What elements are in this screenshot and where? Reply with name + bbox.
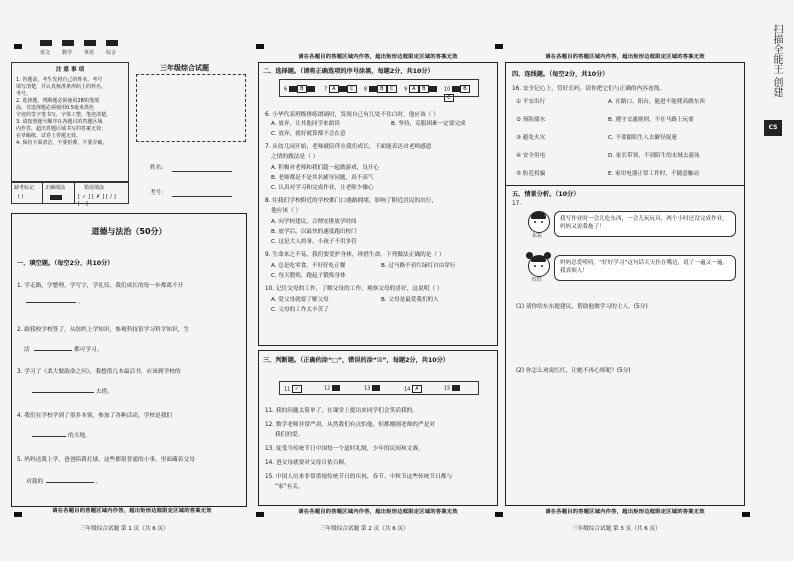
question-5: 5. 妈妈送我上学，爸爸陪我打球，这些都很普通的小事，里面藏着父母 (17, 457, 195, 463)
name-field[interactable] (172, 171, 232, 172)
answer-row-num: 8 (364, 86, 368, 93)
question-3: 3. 学习了《柔大做韵命之问》，我想借几本最活书，应该到学校的 (17, 369, 181, 375)
option-6c[interactable]: C. 放弃，就好就算都不会在意 (271, 131, 346, 137)
bottom-warning: 请在各题目的答题区域内作答，超出矩形边框限定区域的答案无效 (52, 508, 212, 514)
answer-row-num: 10 (444, 86, 451, 93)
left-item-5[interactable]: ⑤ 防范拐骗 (516, 171, 546, 177)
notice-line: 考号。 (16, 91, 32, 97)
answer-region-page3 (505, 62, 745, 506)
top-warning: 请在各题目的答题区域内作答，超出矩形边框限定区域的答案无效 (298, 54, 458, 60)
judge-row-num: 11 (284, 386, 291, 393)
part2-title: 二、选择题。（请将正确选项的序号涂黑，每题2分，共10分） (263, 68, 434, 75)
judge-row-num: 15 (444, 385, 451, 392)
subject-row (32, 40, 132, 60)
option-10b[interactable]: B. 父母是最爱我们的人 (381, 297, 439, 303)
choice-answer-row: 6 B 7 A C 8 B C 9 A B 10 BC (279, 79, 479, 97)
right-item-a[interactable]: A. 在路口、阳台，能进不能爬高做东西 (608, 99, 705, 105)
judge-row-num: 14 (404, 386, 411, 393)
question-7: 7. 从幼儿园开始，老师就陪伴在我们成长，下面能表达对老师感恩 (265, 144, 432, 150)
question-4-suffix: 的天地。 (68, 433, 91, 439)
left-item-3[interactable]: ③ 避免火灾 (516, 135, 546, 141)
option-10c[interactable]: C. 父母的工作太辛苦了 (271, 307, 329, 313)
notice-line: 1. 答题前，考生先将自己的姓名、考号 (16, 77, 103, 83)
part4-title: 四、连线题。（每空2分，共10分） (512, 71, 609, 78)
name-label: 姓名： (150, 165, 167, 171)
option-10a[interactable]: A. 爱父母就要了解父母 (271, 297, 329, 303)
boy-name: 东东 (532, 233, 543, 239)
option-6a[interactable]: A. 放弃，让其他同学来朗读 (271, 121, 340, 127)
judge-15-cont: “家”有关。 (275, 484, 304, 490)
notice-line: 在草稿纸、试卷上答题无效。 (16, 133, 82, 139)
question-2: 2. 跟我校学校签了，从组织上学知识，参观科技馆学习科学知识，生 (17, 327, 190, 333)
judge-region (258, 350, 498, 506)
registration-mark (14, 44, 22, 49)
question-5-prefix: 对我的 (26, 479, 44, 485)
subject-bubble (106, 40, 118, 46)
registration-mark (495, 44, 503, 49)
answer-row-num: 7 (324, 86, 328, 93)
girl-name: 红红 (532, 277, 543, 283)
judge-14: 14. 爸父母就要对父母百依百顺。 (265, 460, 350, 466)
question-2-suffix: 都可学习。 (74, 347, 103, 353)
notice-line: 4. 保持卡面清洁，不要折叠、不要弄破。 (16, 140, 108, 146)
speech-bubble-1: 我写作业时一会儿吃东西，一会儿玩玩具，两个小时还没完成作业，妈妈又说我拖了！ (554, 211, 736, 237)
notice-line: 涂，非选择题必须使用0.5毫米黑色 (16, 105, 94, 111)
exam-title: 三年级综合试题 (160, 64, 209, 72)
question-16: 16. 安全记心上，管好长吗，请你把它们与正确的内容连线。 (512, 86, 666, 92)
part1-title: 一、填空题。（每空2分，共10分） (17, 260, 114, 267)
absent-label: 缺考标记 (14, 185, 35, 191)
notice-line: 字迹的签字笔书写，字体工整，笔迹清楚。 (16, 112, 112, 118)
right-item-c[interactable]: C. 不要跟陌生人去僻径捉迷 (608, 135, 677, 141)
question-1: 1. 学走路，学整理，学写字，学礼仪，我们成长的每一步都离不开 (17, 283, 184, 289)
notice-line: 填写清楚，并认真核准条形码上的姓名、 (16, 84, 107, 90)
answer-blank-5[interactable] (46, 482, 94, 483)
page-footer: 三年级综合试题 第 1 页（共 6 页） (80, 526, 169, 532)
judge-answer-row: 11 ✓ 12 13 14 ✗ 15 (279, 381, 479, 395)
answer-space-2[interactable] (516, 377, 736, 497)
top-warning: 请在各题目的答题区域内作答，超出矩形边框限定区域的答案无效 (545, 54, 705, 60)
right-item-b[interactable]: B. 遵守交通规则，不在马路上玩耍 (608, 117, 694, 123)
sub-question-2: (2) 你怎么劝说红红，让她不再心烦呢？(5分) (516, 368, 631, 374)
option-8a[interactable]: A. 向学校建议，合理安排放学时间 (271, 219, 357, 225)
option-6b[interactable]: B. 坚持，克服困难一定要完成 (391, 121, 466, 127)
subject-label: 综合 (106, 50, 117, 56)
question-8: 8. 往我们学校附近的学校都门口遇路拥堵，影响了附近居民的出行， (265, 198, 438, 204)
part3-title: 三、判断题。（正确的涂“□”，错误的涂“☒”，每题2分，共10分） (263, 357, 449, 364)
question-6: 6. 小华代表班级排练朗诵时，发现自己有几处不住白时，他应该（ ） (265, 112, 439, 118)
answer-blank-1[interactable] (26, 302, 76, 303)
watermark-text: 扫描全能王 创建 (771, 24, 782, 98)
option-7c[interactable]: C. 认真对学习和完成作业，让老师少操心 (271, 185, 374, 191)
correct-fill-sample (50, 195, 62, 200)
subject-label: 语文 (40, 50, 51, 56)
answer-blank-4[interactable] (32, 436, 66, 437)
judge-12: 12. 数学老师非常严肃，从然我们有点怕他，但都刚刚老师的严是对 (265, 422, 436, 428)
left-item-2[interactable]: ② 预防溺水 (516, 117, 546, 123)
left-item-1[interactable]: ① 平安出行 (516, 99, 546, 105)
subject-bubble (62, 40, 74, 46)
fill-sample-box (11, 182, 129, 207)
question-7-cont: 之情的做法是（ ） (271, 154, 319, 160)
answer-region-page1 (11, 213, 247, 507)
judge-row-num: 12 (324, 385, 331, 392)
page-footer: 三年级综合试题 第 2 页（共 6 页） (320, 526, 409, 532)
question-9: 9. 生命来之不易，我们要爱护身体，珍惜生命。下列做法正确的是（ ） (265, 252, 445, 258)
judge-13: 13. 徒受当传统节日中国每一个道时礼级，少年的民间和文赛。 (265, 446, 424, 452)
subject-label: 英语 (84, 50, 95, 56)
speech-bubble-2: 妈妈总爱唠叨，“好好学习”这句话天天挂在嘴边，说了一遍又一遍，我真烦人！ (554, 255, 736, 281)
answer-space-1[interactable] (516, 313, 736, 363)
option-8c[interactable]: C. 这是大人的事，小孩子不用多管 (271, 239, 357, 245)
section-title: 道德与法治（50分） (91, 227, 167, 236)
correct-fill-label: 正确填涂 (45, 185, 66, 191)
part5-title: 五、情景分析。（10分） (512, 191, 580, 198)
barcode-area (136, 74, 246, 142)
question-2-prefix: 活 (24, 347, 30, 353)
option-7a[interactable]: A. 积极对老师和我们超一起做游戏，良开心 (271, 165, 379, 171)
option-8b[interactable]: B. 放学后，以最快的速度跑出校门 (271, 229, 357, 235)
right-item-d[interactable]: D. 家长带领，不到陌生的水域去游泳 (608, 153, 700, 159)
question-1-suffix: 。 (78, 299, 84, 305)
question-17: 17. (512, 201, 522, 207)
girl-avatar-icon (528, 255, 550, 277)
scanner-logo-icon: CS (764, 120, 782, 136)
choice-region (258, 62, 498, 346)
judge-row-num: 13 (364, 385, 371, 392)
wrong-fill-label: 错误填涂 (84, 185, 105, 191)
scanner-watermark (762, 24, 786, 164)
answer-row-num: 9 (404, 86, 408, 93)
subject-bubble (84, 40, 96, 46)
registration-mark (256, 44, 264, 49)
subject-bubble (40, 40, 52, 46)
judge-15: 15. 中国人历来非常重视传统节日的庆祝，春节、中秋节这些传统节日都与 (265, 474, 453, 480)
question-8-cont: 他应该（ ） (271, 208, 302, 214)
bottom-warning: 请在各题目的答题区域内作答，超出矩形边框限定区域的答案无效 (545, 509, 705, 515)
notice-title: 注 意 事 项 (55, 67, 85, 73)
question-10: 10. 记住父母的工作，了解父母的工作，观察父母的喜好，这说明（ ） (265, 286, 443, 292)
judge-12-cont: 我们的爱。 (275, 432, 304, 438)
notice-line: 内作答，超出答题区域书写的答案无效； (16, 126, 107, 132)
id-field[interactable] (172, 196, 232, 197)
right-item-e[interactable]: E. 家用电器正常工作时，不随意触动 (608, 171, 699, 177)
option-9b[interactable]: B. 过马路不看红绿灯自由穿行 (381, 263, 456, 269)
subject-label: 数学 (62, 50, 73, 56)
question-4: 4. 我们在学校学到了很多本领，参加了各种活动，学校是我们 (17, 413, 173, 419)
id-label: 考号： (150, 190, 167, 196)
answer-blank-2[interactable] (34, 350, 72, 351)
option-7b[interactable]: B. 老师都是不是其名辅导同题，真不高气 (271, 175, 374, 181)
question-5-suffix: 。 (96, 479, 102, 485)
sub-question-1: (1) 请你给东东提建议，帮助他做学习的主人。(5分) (516, 304, 648, 310)
boy-avatar-icon (528, 211, 550, 233)
answer-row-num: 6 (284, 86, 288, 93)
question-3-suffix: 去借。 (96, 389, 114, 395)
judge-11: 11. 我的问题太简单了，在课堂上提出来同学们会笑话我的。 (265, 408, 419, 414)
notice-box (11, 62, 129, 182)
absent-mark[interactable]: ( ) (18, 194, 24, 200)
page-footer: 三年级综合试题 第 3 页（共 6 页） (572, 526, 661, 532)
notice-line: 3. 请按照题号顺序在各题目的答题区域 (16, 119, 103, 125)
option-9a[interactable]: A. 总是吃零食，不好好吃正餐 (271, 263, 346, 269)
option-9c[interactable]: C. 每天锻炼，跑起子锻炼身体 (271, 273, 346, 279)
left-item-4[interactable]: ④ 安全用电 (516, 153, 546, 159)
notice-lines (16, 77, 126, 147)
bottom-warning: 请在各题目的答题区域内作答，超出矩形边框限定区域的答案无效 (298, 509, 458, 515)
wrong-fill-samples: [✓][✗][/][-] (78, 194, 118, 207)
answer-blank-3[interactable] (32, 392, 94, 393)
notice-line: 2. 选择题，判断题必须使用2B铅笔填 (16, 98, 99, 104)
